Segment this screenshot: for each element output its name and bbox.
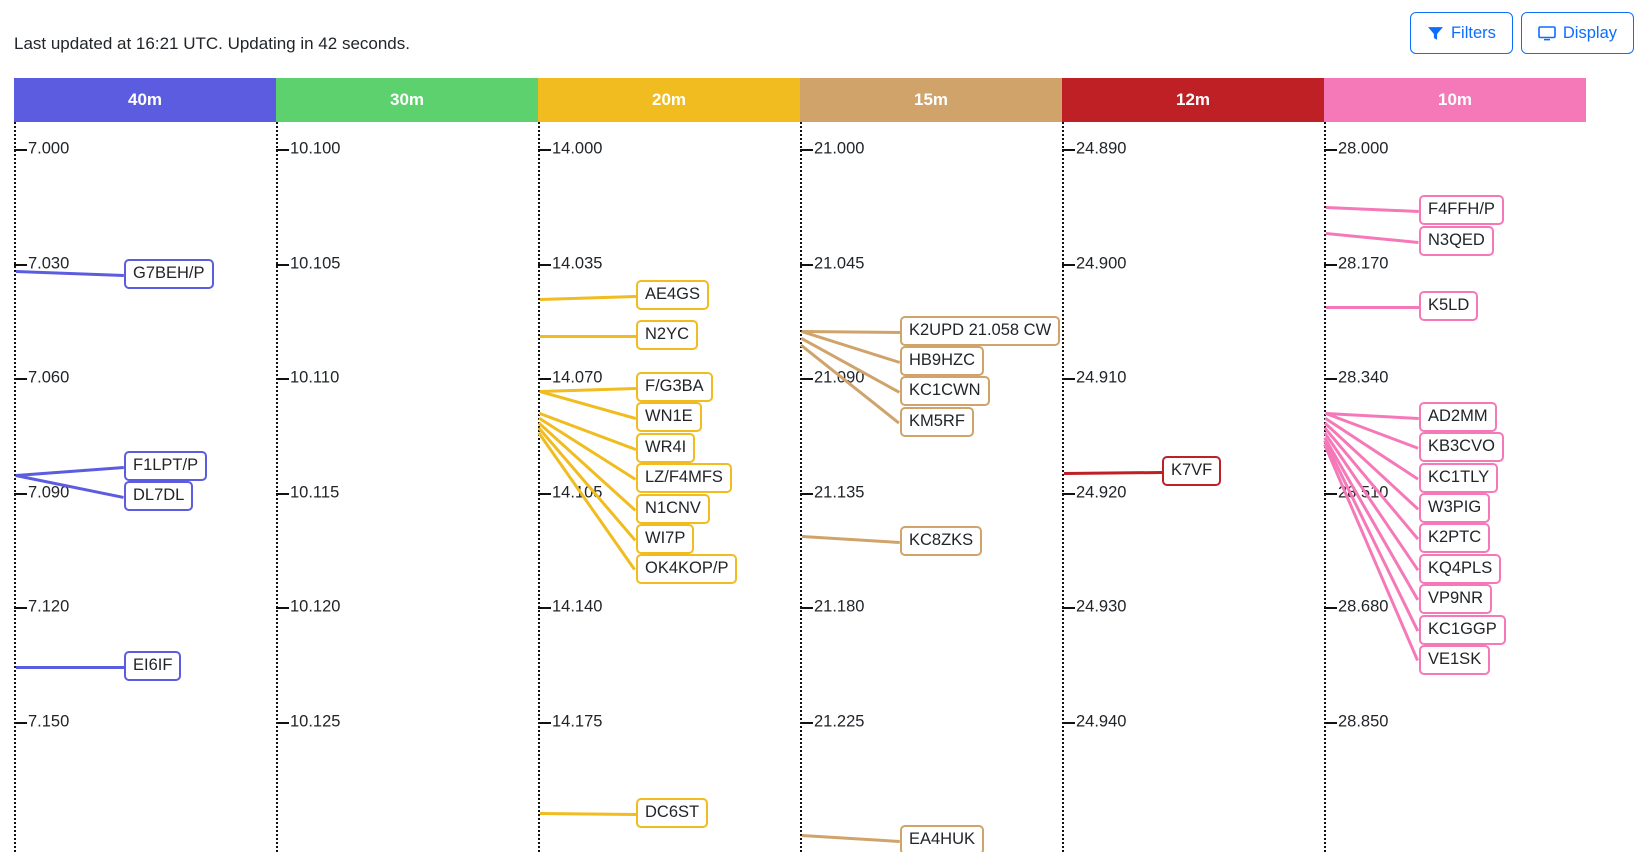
spot-leader-line xyxy=(1326,206,1419,213)
band-body-15m xyxy=(800,122,1062,852)
axis-tick xyxy=(276,264,289,266)
axis-tick xyxy=(538,149,551,151)
frequency-axis xyxy=(276,122,278,852)
spot-leader-line xyxy=(1325,412,1419,450)
axis-tick-label: 24.890 xyxy=(1076,139,1127,158)
axis-tick-label: 10.105 xyxy=(290,254,341,272)
axis-tick xyxy=(538,722,551,724)
spot-label[interactable]: VP9NR xyxy=(1419,584,1492,614)
spot-label[interactable]: N3QED xyxy=(1419,226,1494,256)
axis-tick xyxy=(1324,149,1337,151)
spot-leader-line xyxy=(540,335,636,338)
axis-tick xyxy=(800,149,813,151)
axis-tick xyxy=(1324,264,1337,266)
spot-leader-line xyxy=(16,466,124,477)
axis-tick-label: 10.100 xyxy=(290,139,341,158)
spot-label[interactable]: WI7P xyxy=(636,524,694,554)
spot-label[interactable]: DC6ST xyxy=(636,798,708,828)
last-updated-status: Last updated at 16:21 UTC. Updating in 42 seconds. xyxy=(14,34,410,53)
spot-label[interactable]: N2YC xyxy=(636,320,698,350)
axis-tick-label: 28.510 xyxy=(1338,483,1389,501)
axis-tick xyxy=(800,722,813,724)
band-body-10m xyxy=(1324,122,1586,852)
axis-tick-label: 24.930 xyxy=(1076,597,1127,616)
filters-button-label: Filters xyxy=(1450,23,1496,42)
band-columns xyxy=(14,78,1636,852)
frequency-axis xyxy=(538,122,540,852)
spot-label[interactable]: KM5RF xyxy=(900,407,974,437)
axis-tick-label: 14.070 xyxy=(552,368,603,387)
spot-leader-line xyxy=(1326,306,1419,309)
display-button[interactable] xyxy=(1521,12,1634,54)
spot-leader-line xyxy=(1324,417,1419,481)
spot-label[interactable]: G7BEH/P xyxy=(124,259,214,289)
frequency-axis xyxy=(800,122,802,852)
axis-tick-label: 10.110 xyxy=(290,368,340,387)
axis-tick xyxy=(1324,493,1337,495)
band-column-30m xyxy=(276,78,538,852)
spot-label[interactable]: LZ/F4MFS xyxy=(636,463,732,493)
spot-label[interactable]: KQ4PLS xyxy=(1419,554,1501,584)
axis-tick xyxy=(800,378,813,380)
spot-leader-line xyxy=(1326,412,1419,420)
axis-tick xyxy=(276,378,289,380)
spot-label[interactable]: WN1E xyxy=(636,402,702,432)
band-column-20m xyxy=(538,78,800,852)
axis-tick xyxy=(14,149,27,151)
axis-tick-label: 24.910 xyxy=(1076,368,1127,387)
spot-leader-line xyxy=(801,330,900,364)
axis-tick-label: 10.120 xyxy=(290,597,341,616)
band-column-40m xyxy=(14,78,276,852)
spot-label[interactable]: K7VF xyxy=(1162,456,1221,486)
frequency-axis xyxy=(1324,122,1326,852)
axis-tick xyxy=(1062,149,1075,151)
band-column-12m xyxy=(1062,78,1324,852)
spot-label[interactable]: OK4KOP/P xyxy=(636,554,737,584)
axis-tick-label: 7.030 xyxy=(28,254,70,272)
spot-label[interactable]: N1CNV xyxy=(636,494,710,524)
spot-leader-line xyxy=(540,812,636,816)
spot-label[interactable]: KC1CWN xyxy=(900,376,990,406)
spot-label[interactable]: K5LD xyxy=(1419,291,1478,321)
spot-label[interactable]: W3PIG xyxy=(1419,493,1490,523)
display-button-label: Display xyxy=(1562,23,1617,42)
band-header-12m[interactable]: 12m xyxy=(1062,78,1324,122)
axis-tick xyxy=(276,149,289,151)
band-column-15m xyxy=(800,78,1062,852)
axis-tick xyxy=(276,493,289,495)
axis-tick-label: 24.920 xyxy=(1076,483,1127,501)
axis-tick xyxy=(1324,607,1337,609)
axis-tick xyxy=(800,607,813,609)
axis-tick-label: 10.115 xyxy=(290,483,340,501)
axis-tick-label: 24.900 xyxy=(1076,254,1127,272)
spot-label[interactable]: VE1SK xyxy=(1419,645,1490,675)
spot-label[interactable]: KC1TLY xyxy=(1419,463,1498,493)
axis-tick-label: 21.180 xyxy=(814,597,865,616)
spot-leader-line xyxy=(1323,437,1419,600)
axis-tick-label: 28.850 xyxy=(1338,712,1389,730)
toolbar-buttons xyxy=(1410,12,1634,54)
spot-leader-line xyxy=(16,666,124,669)
axis-tick-label: 10.125 xyxy=(290,712,341,730)
axis-tick-label: 7.060 xyxy=(28,368,70,387)
filters-button[interactable] xyxy=(1410,12,1513,54)
spot-label[interactable]: KC1GGP xyxy=(1419,615,1506,645)
spot-label[interactable]: KB3CVO xyxy=(1419,432,1504,462)
spot-label[interactable]: EI6IF xyxy=(124,651,181,681)
axis-tick xyxy=(1062,607,1075,609)
spot-label[interactable]: HB9HZC xyxy=(900,346,984,376)
top-bar xyxy=(0,0,1649,78)
spot-leader-line xyxy=(540,387,636,393)
spot-leader-line xyxy=(538,417,636,481)
band-body-30m xyxy=(276,122,538,852)
axis-tick xyxy=(538,493,551,495)
spot-label[interactable]: F1LPT/P xyxy=(124,451,207,481)
axis-tick xyxy=(1062,722,1075,724)
spot-leader-line xyxy=(802,834,900,843)
axis-tick xyxy=(1062,378,1075,380)
band-body-40m xyxy=(14,122,276,852)
spot-label[interactable]: K2UPD 21.058 CW xyxy=(900,316,1060,346)
spot-label[interactable]: K2PTC xyxy=(1419,523,1490,553)
spot-label[interactable]: EA4HUK xyxy=(900,825,984,852)
axis-tick xyxy=(276,722,289,724)
axis-tick xyxy=(14,378,27,380)
spot-leader-line xyxy=(539,390,636,420)
band-header-10m[interactable]: 10m xyxy=(1324,78,1586,122)
frequency-axis xyxy=(14,122,16,852)
band-header-30m[interactable]: 30m xyxy=(276,78,538,122)
axis-tick xyxy=(14,493,27,495)
spot-leader-line xyxy=(1064,471,1162,475)
spot-label[interactable]: DL7DL xyxy=(124,481,193,511)
axis-tick-label: 7.000 xyxy=(28,139,70,158)
band-body-12m xyxy=(1062,122,1324,852)
axis-tick xyxy=(1062,493,1075,495)
axis-tick xyxy=(276,607,289,609)
spot-leader-line xyxy=(1326,232,1419,244)
filter-icon xyxy=(1427,25,1444,42)
frequency-axis xyxy=(1062,122,1064,852)
band-header-40m[interactable]: 40m xyxy=(14,78,276,122)
spot-leader-line xyxy=(802,330,900,334)
axis-tick-label: 21.045 xyxy=(814,254,865,272)
spot-label[interactable]: AD2MM xyxy=(1419,402,1497,432)
spot-label[interactable]: F4FFH/P xyxy=(1419,195,1504,225)
spot-label[interactable]: F/G3BA xyxy=(636,372,713,402)
axis-tick-label: 14.035 xyxy=(552,254,603,272)
spot-leader-line xyxy=(539,412,636,451)
axis-tick-label: 28.170 xyxy=(1338,254,1389,272)
axis-tick xyxy=(538,264,551,266)
spot-leader-line xyxy=(802,535,900,544)
axis-tick-label: 14.105 xyxy=(552,483,603,501)
axis-tick xyxy=(538,378,551,380)
axis-tick-label: 28.340 xyxy=(1338,368,1389,387)
axis-tick-label: 21.225 xyxy=(814,712,865,730)
monitor-icon xyxy=(1538,25,1556,42)
band-header-20m[interactable]: 20m xyxy=(538,78,800,122)
spot-label[interactable]: AE4GS xyxy=(636,280,709,310)
spot-leader-line xyxy=(540,295,636,301)
band-body-20m xyxy=(538,122,800,852)
axis-tick-label: 7.090 xyxy=(28,483,70,501)
axis-tick-label: 7.120 xyxy=(28,597,70,616)
axis-tick-label: 21.135 xyxy=(814,483,865,501)
axis-tick-label: 28.680 xyxy=(1338,597,1389,616)
axis-tick-label: 24.940 xyxy=(1076,712,1127,730)
axis-tick xyxy=(14,607,27,609)
axis-tick-label: 14.175 xyxy=(552,712,603,730)
axis-tick xyxy=(14,264,27,266)
axis-tick-label: 14.140 xyxy=(552,597,603,616)
axis-tick-label: 7.150 xyxy=(28,712,70,730)
axis-tick-label: 21.000 xyxy=(814,139,865,158)
spot-label[interactable]: WR4I xyxy=(636,433,695,463)
axis-tick-label: 28.000 xyxy=(1338,139,1389,158)
band-column-10m xyxy=(1324,78,1586,852)
axis-tick-label: 14.000 xyxy=(552,139,603,158)
axis-tick xyxy=(1324,378,1337,380)
axis-tick xyxy=(800,264,813,266)
axis-tick xyxy=(1324,722,1337,724)
spot-leader-line xyxy=(1323,444,1419,661)
band-header-15m[interactable]: 15m xyxy=(800,78,1062,122)
axis-tick xyxy=(14,722,27,724)
axis-tick xyxy=(1062,264,1075,266)
axis-tick xyxy=(800,493,813,495)
axis-tick-label: 21.090 xyxy=(814,368,865,387)
axis-tick xyxy=(538,607,551,609)
spot-label[interactable]: KC8ZKS xyxy=(900,526,982,556)
